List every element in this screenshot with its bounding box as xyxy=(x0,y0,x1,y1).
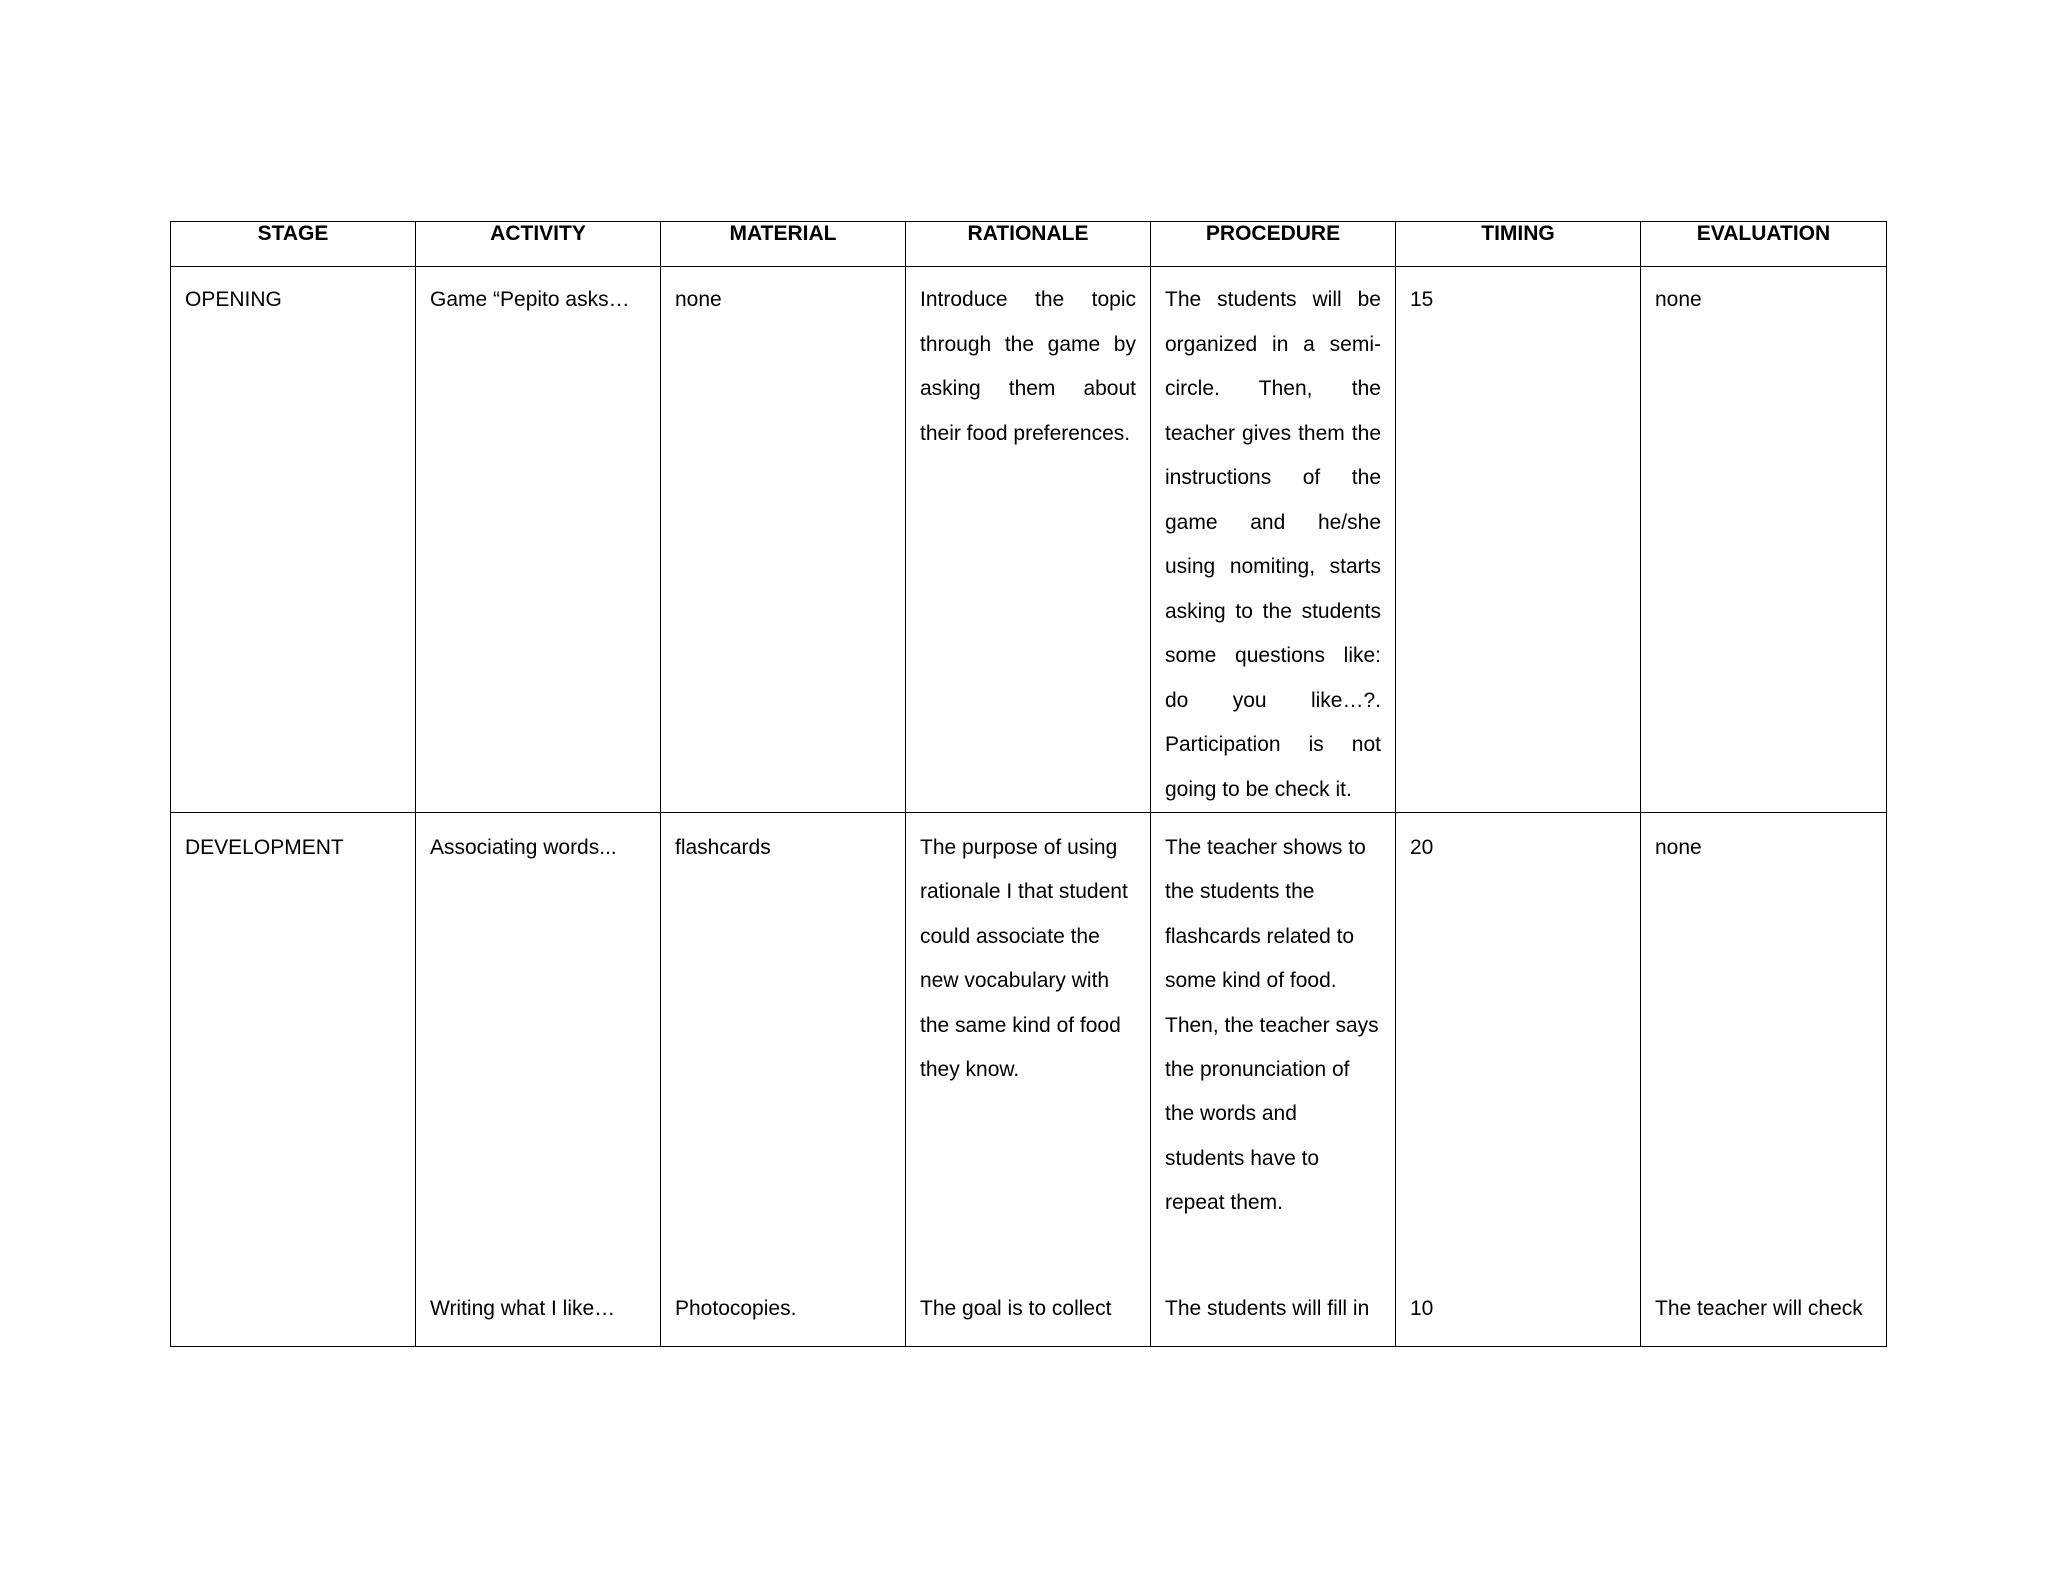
second-timing-text: 10 xyxy=(1410,1297,1434,1320)
stage-cell xyxy=(171,813,416,1347)
header-material: MATERIAL xyxy=(661,222,906,267)
second-material-text: Photocopies. xyxy=(675,1297,797,1320)
header-row xyxy=(171,222,1887,267)
table-row xyxy=(171,267,1887,813)
rationale-text: Introduce the topic through the game by asking them about their food preferences. xyxy=(920,288,1136,445)
material-text: none xyxy=(675,288,722,311)
second-procedure-text: The students will fill in xyxy=(1165,1297,1370,1320)
evaluation-text: none xyxy=(1655,836,1702,859)
rationale-cell xyxy=(906,267,1151,813)
second-evaluation-text: The teacher will check xyxy=(1655,1297,1863,1320)
procedure-text: The teacher shows to the students the flashcards related to some kind of food. Then, the teacher says the pronunciation of the words and students have to repeat them. xyxy=(1165,836,1379,1215)
header-procedure: PROCEDURE xyxy=(1151,222,1396,267)
evaluation-cell xyxy=(1641,813,1887,1347)
table-row xyxy=(171,813,1887,1347)
material-text: flashcards xyxy=(675,836,771,859)
timing-text: 20 xyxy=(1410,836,1434,859)
header-stage: STAGE xyxy=(171,222,416,267)
activity-cell xyxy=(416,813,661,1347)
timing-cell xyxy=(1396,267,1641,813)
material-cell xyxy=(661,813,906,1347)
header-activity: ACTIVITY xyxy=(416,222,661,267)
lesson-plan-table xyxy=(170,221,1887,1347)
procedure-text: The students will be organized in a semi-circle. Then, the teacher gives them the instructions of the game and he/she using nomiting, starts asking to the students some questions like: do you like…?. Participation is not going to be check it. xyxy=(1165,288,1381,801)
rationale-cell xyxy=(906,813,1151,1347)
material-cell xyxy=(661,267,906,813)
evaluation-text: none xyxy=(1655,288,1702,311)
stage-text: DEVELOPMENT xyxy=(185,836,344,859)
header-evaluation: EVALUATION xyxy=(1641,222,1887,267)
second-activity-text: Writing what I like… xyxy=(430,1297,616,1320)
activity-text: Game “Pepito asks… xyxy=(430,288,630,311)
header-timing: TIMING xyxy=(1396,222,1641,267)
second-rationale-text: The goal is to collect xyxy=(920,1297,1112,1320)
procedure-cell xyxy=(1151,813,1396,1347)
stage-text: OPENING xyxy=(185,288,282,311)
header-rationale: RATIONALE xyxy=(906,222,1151,267)
evaluation-cell xyxy=(1641,267,1887,813)
rationale-text: The purpose of using rationale I that student could associate the new vocabulary with the same kind of food they know. xyxy=(920,836,1128,1082)
activity-cell xyxy=(416,267,661,813)
timing-text: 15 xyxy=(1410,288,1434,311)
procedure-cell xyxy=(1151,267,1396,813)
activity-text: Associating words... xyxy=(430,836,617,859)
timing-cell xyxy=(1396,813,1641,1347)
stage-cell xyxy=(171,267,416,813)
